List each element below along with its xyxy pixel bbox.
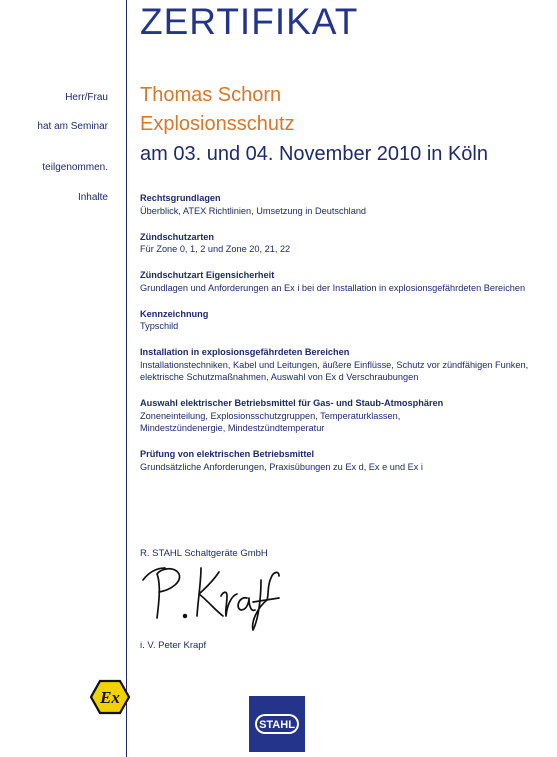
ex-mark-text: Ex bbox=[100, 688, 120, 707]
section-title: Zündschutzarten bbox=[140, 231, 215, 242]
section-text: elektrische Schutzmaßnahmen, Auswahl von Ex d Verschraubungen bbox=[140, 372, 419, 382]
content-section bbox=[140, 346, 552, 384]
section-title: Prüfung von elektrischen Betriebsmittel bbox=[140, 449, 315, 459]
section-text: Grundlagen und Anforderungen an Ex i bei der Installation in explosionsgefährdeten Bereichen bbox=[140, 282, 526, 293]
margin-rule bbox=[126, 0, 127, 757]
content-section bbox=[140, 448, 552, 473]
seminar-title: Explosionsschutz bbox=[140, 113, 295, 135]
section-title: Installation in explosionsgefährdeten Bereichen bbox=[140, 347, 350, 357]
content-section bbox=[140, 397, 552, 435]
section-title: Rechtsgrundlagen bbox=[140, 193, 221, 203]
seminar-label: hat am Seminar bbox=[37, 121, 108, 132]
participant-name: Thomas Schorn bbox=[140, 84, 282, 106]
signature bbox=[135, 560, 285, 632]
signer-name: i. V. Peter Krapf bbox=[140, 640, 207, 651]
section-text: Zoneneinteilung, Explosionsschutzgruppen, Temperaturklassen, bbox=[140, 410, 401, 421]
section-text: Grundsätzliche Anforderungen, Praxisübungen zu Ex d, Ex e und Ex i bbox=[140, 461, 423, 472]
content-section bbox=[140, 192, 552, 217]
certificate-title: ZERTIFIKAT bbox=[140, 1, 359, 42]
contents-list bbox=[140, 192, 552, 487]
stahl-logo-text: STAHL bbox=[259, 719, 295, 731]
section-title: Zündschutzart Eigensicherheit bbox=[140, 270, 275, 280]
salutation-label: Herr/Frau bbox=[65, 92, 108, 103]
stahl-logo bbox=[249, 696, 305, 752]
section-text: Installationstechniken, Kabel und Leitungen, äußere Einflüsse, Schutz vor zündfähigen Funken, bbox=[140, 359, 529, 370]
section-title: Auswahl elektrischer Betriebsmittel für Gas- und Staub-Atmosphären bbox=[140, 398, 444, 408]
section-text: Überblick, ATEX Richtlinien, Umsetzung in Deutschland bbox=[140, 205, 367, 216]
section-text: Für Zone 0, 1, 2 und Zone 20, 21, 22 bbox=[140, 244, 291, 254]
ex-hexagon-logo bbox=[90, 679, 130, 715]
content-section bbox=[140, 269, 552, 294]
participated-label: teilgenommen. bbox=[42, 162, 108, 173]
section-text: Typschild bbox=[140, 321, 179, 331]
content-section bbox=[140, 231, 552, 256]
seminar-date: am 03. und 04. November 2010 in Köln bbox=[140, 143, 488, 165]
stahl-logo-graphic bbox=[249, 696, 305, 752]
content-section bbox=[140, 308, 552, 333]
contents-label: Inhalte bbox=[77, 192, 108, 203]
section-title: Kennzeichnung bbox=[140, 308, 209, 319]
section-text: Mindestzündenergie, Mindestzündtemperatur bbox=[140, 423, 325, 433]
company-name: R. STAHL Schaltgeräte GmbH bbox=[140, 548, 268, 559]
